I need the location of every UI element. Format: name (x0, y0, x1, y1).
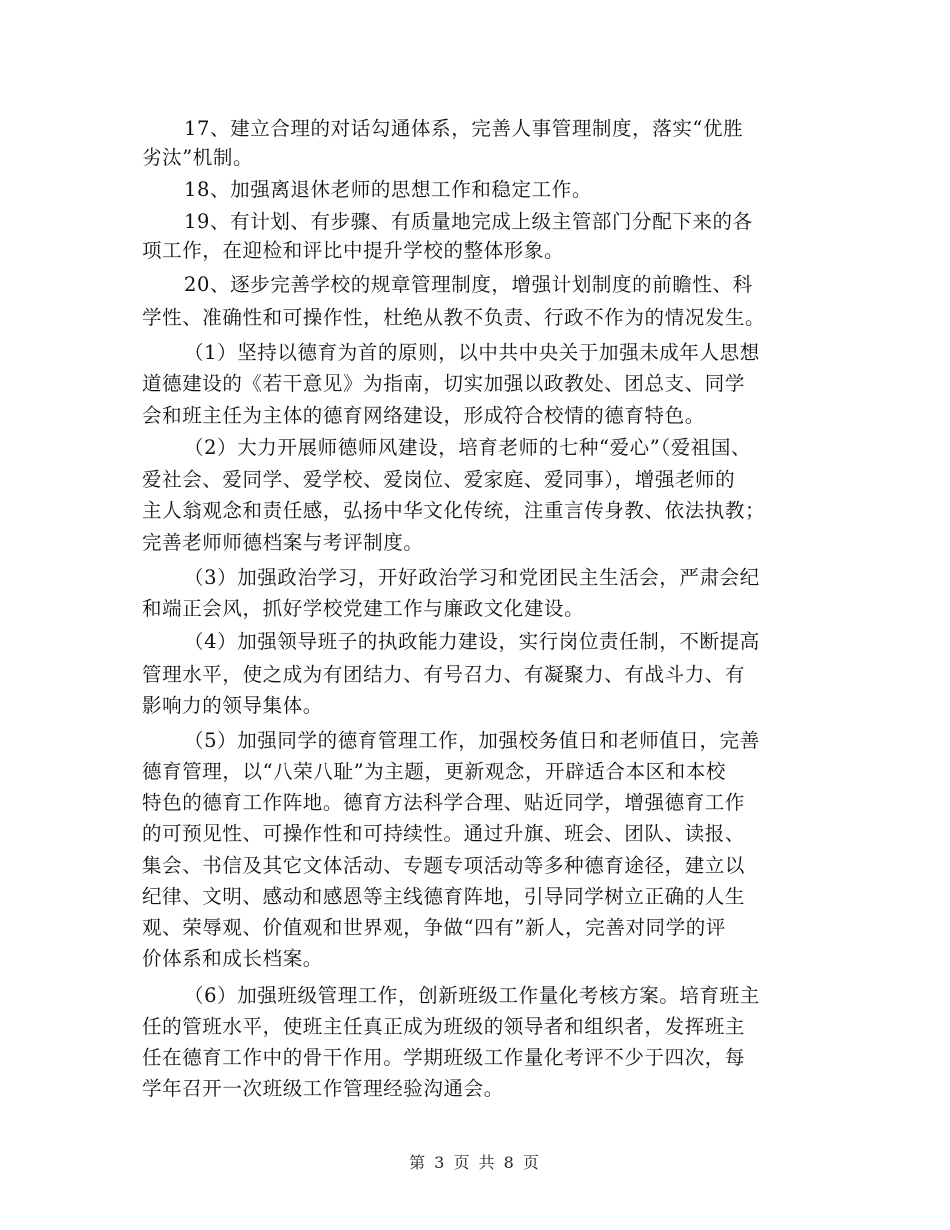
text-line: 19、有计划、有步骤、有质量地完成上级主管部门分配下来的各 (184, 210, 753, 233)
text-line: 17、建立合理的对话勾通体系，完善人事管理制度，落实“优胜 (184, 117, 744, 140)
text-line: 德育管理，以“八荣八耻”为主题，更新观念，开辟适合本区和本校 (142, 760, 726, 783)
text-line: （3）加强政治学习，开好政治学习和党团民主生活会，严肃会纪 (184, 566, 760, 589)
text-line: 影响力的领导集体。 (142, 694, 323, 717)
text-line: 价体系和成长档案。 (142, 947, 323, 970)
text-line: 完善老师师德档案与考评制度。 (142, 531, 424, 554)
text-line: 劣汰”机制。 (142, 146, 254, 169)
text-line: 任的管班水平，使班主任真正成为班级的领导者和组织者，发挥班主 (142, 1015, 746, 1038)
text-line: 主人翁观念和责任感，弘扬中华文化传统，注重言传身教、依法执教； (142, 499, 766, 522)
text-line: 特色的德育工作阵地。德育方法科学合理、贴近同学，增强德育工作 (142, 791, 746, 814)
text-line: （1）坚持以德育为首的原则，以中共中央关于加强未成年人思想 (184, 341, 760, 364)
text-line: 会和班主任为主体的德育网络建设，形成符合校情的德育特色。 (142, 404, 705, 427)
text-line: 20、逐步完善学校的规章管理制度，增强计划制度的前瞻性、科 (184, 273, 753, 296)
text-line: 18、加强离退休老师的思想工作和稳定工作。 (184, 178, 592, 201)
text-line: 纪律、文明、感动和感恩等主线德育阵地，引导同学树立正确的人生 (142, 885, 746, 908)
text-line: 和端正会风，抓好学校党建工作与廉政文化建设。 (142, 597, 585, 620)
text-line: 学年召开一次班级工作管理经验沟通会。 (142, 1077, 504, 1100)
text-line: （4）加强领导班子的执政能力建设，实行岗位责任制，不断提高 (184, 630, 760, 653)
text-line: 爱社会、爱同学、爱学校、爱岗位、爱家庭、爱同事），增强老师的 (142, 468, 736, 491)
text-line: 道德建设的《若干意见》为指南，切实加强以政教处、团总支、同学 (142, 372, 746, 395)
text-line: 任在德育工作中的骨干作用。学期班级工作量化考评不少于四次，每 (142, 1046, 746, 1069)
text-line: 的可预见性、可操作性和可持续性。通过升旗、班会、团队、读报、 (142, 822, 746, 845)
text-line: （6）加强班级管理工作，创新班级工作量化考核方案。培育班主 (184, 984, 760, 1007)
text-line: 管理水平，使之成为有团结力、有号召力、有凝聚力、有战斗力、有 (142, 663, 746, 686)
text-line: （2）大力开展师德师风建设，培育老师的七种“爱心”（爱祖国、 (184, 436, 752, 459)
text-line: 观、荣辱观、价值观和世界观，争做“四有”新人，完善对同学的评 (142, 916, 726, 939)
text-line: 项工作，在迎检和评比中提升学校的整体形象。 (142, 239, 565, 262)
text-line: 学性、准确性和可操作性，杜绝从教不负责、行政不作为的情况发生。 (142, 306, 766, 329)
text-line: （5）加强同学的德育管理工作，加强校务值日和老师值日，完善 (184, 729, 760, 752)
page-number: 第 3 页 共 8 页 (409, 1153, 541, 1172)
text-line: 集会、书信及其它文体活动、专题专项活动等多种德育途径，建立以 (142, 854, 746, 877)
